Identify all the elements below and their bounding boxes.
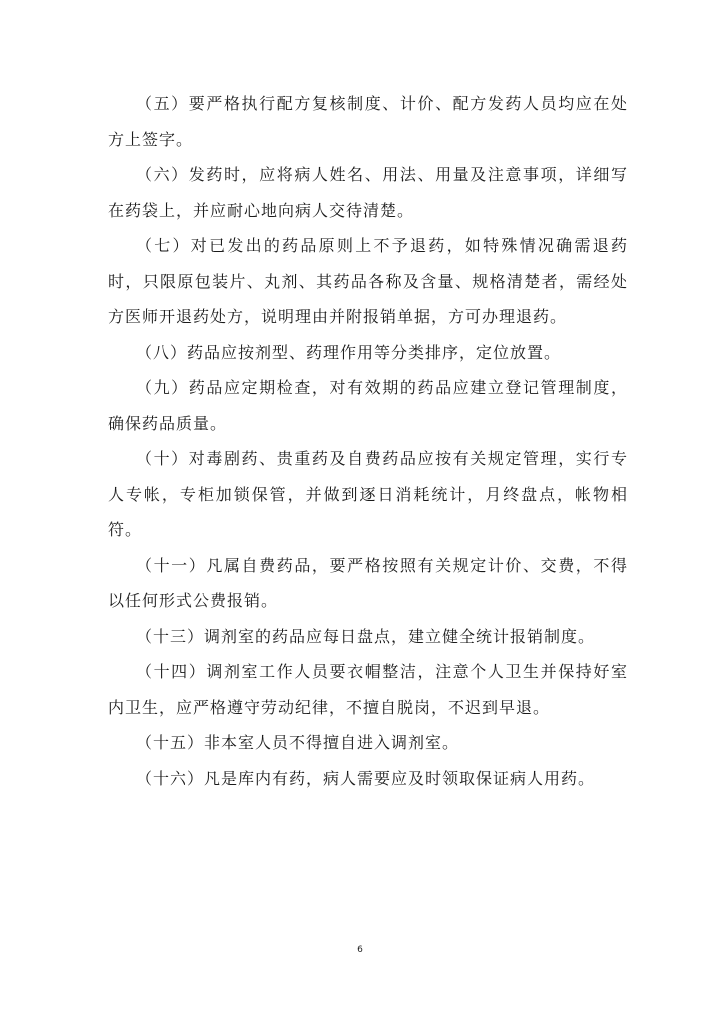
paragraph-13: （十三）调剂室的药品应每日盘点，建立健全统计报销制度。 <box>136 626 596 646</box>
paragraph-10: （十）对毒剧药、贵重药及自费药品应按有关规定管理，实行专人专帐，专柜加锁保管，并做到逐日消耗统计，月终盘点，帐物相符。 <box>108 449 628 539</box>
paragraph-11: （十一）凡属自费药品，要严格按照有关规定计价、交费，不得以任何形式公费报销。 <box>108 555 628 610</box>
paragraph-9: （九）药品应定期检查，对有效期的药品应建立登记管理制度，确保药品质量。 <box>108 378 628 433</box>
paragraph-5: （五）要严格执行配方复核制度、计价、配方发药人员均应在处方上签字。 <box>108 94 628 149</box>
paragraph-14: （十四）调剂室工作人员要衣帽整洁，注意个人卫生并保持好室内卫生，应严格遵守劳动纪律，不擅自脱岗，不迟到早退。 <box>108 662 628 717</box>
body-text <box>108 86 628 796</box>
page-number: 6 <box>357 945 363 955</box>
paragraph-15: （十五）非本室人员不得擅自进入调剂室。 <box>136 733 460 752</box>
paragraph-16: （十六）凡是库内有药，病人需要应及时领取保证病人用药。 <box>136 768 596 788</box>
paragraph-6: （六）发药时，应将病人姓名、用法、用量及注意事项，详细写在药袋上，并应耐心地向病人交待清楚。 <box>108 165 628 220</box>
paragraph-8: （八）药品应按剂型、药理作用等分类排序，定位放置。 <box>136 342 562 362</box>
paragraph-7: （七）对已发出的药品原则上不予退药，如特殊情况确需退药时，只限原包装片、丸剂、其药品各称及含量、规格清楚者，需经处方医师开退药处方，说明理由并附报销单据，方可办理退药。 <box>108 236 628 326</box>
